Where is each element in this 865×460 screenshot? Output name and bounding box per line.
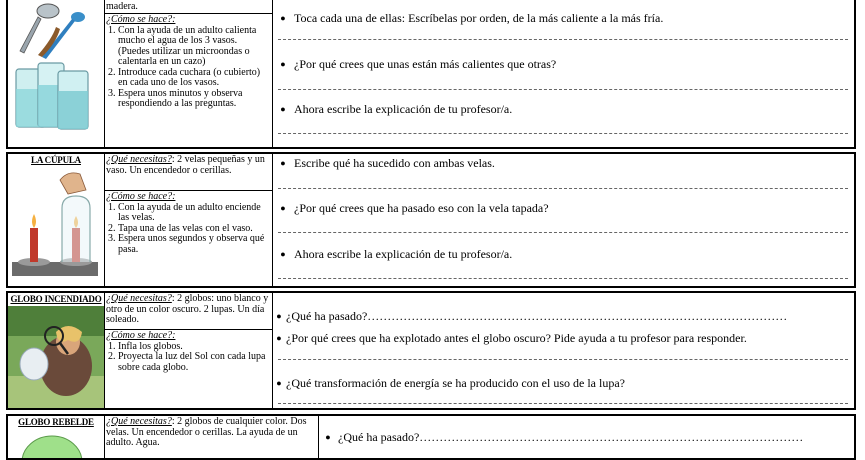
bullet-icon: ● <box>276 311 282 321</box>
experiment-title: LA CÚPULA <box>31 155 81 165</box>
worksheet <box>6 0 858 454</box>
question-3: ● ¿Qué transformación de energía se ha producido con el uso de la lupa? <box>272 376 854 390</box>
bullet-icon: ● <box>276 378 282 388</box>
bullet-icon: ● <box>280 158 286 168</box>
instructions-column <box>104 416 319 458</box>
need-heading: ¿Qué necesitas? <box>106 416 172 427</box>
answer-line[interactable] <box>278 232 848 233</box>
top-text: madera. <box>106 1 138 12</box>
experiment-globo-incendiado <box>6 291 856 410</box>
image-column <box>8 293 105 408</box>
instructions-column <box>104 0 273 147</box>
answer-line[interactable] <box>278 133 848 134</box>
questions-column <box>272 154 854 286</box>
question-2: ● ¿Por qué crees que ha explotado antes el globo oscuro? Pide ayuda a tu profesor para responder. <box>272 331 854 345</box>
question-2: ● ¿Por qué crees que unas están más calientes que otras? <box>272 57 854 71</box>
step-2: 2. Tapa una de las velas con el vaso. <box>118 224 270 235</box>
question-3: ● Ahora escribe la explicación de tu profesor/a. <box>272 102 854 116</box>
spoons-glasses-illustration <box>8 0 104 151</box>
balloon-magnifier-photo <box>8 306 104 408</box>
question-1: ● ¿Qué ha pasado?…………………………………………………………………………………………… <box>272 309 854 323</box>
step-3: 3. Espera unos segundos y observa qué pasa. <box>118 234 270 255</box>
need-section: ¿Qué necesitas?: 2 globos: uno blanco y otro de un color oscuro. 2 lupas. Un día soleado. <box>106 293 269 325</box>
instructions-column <box>104 293 273 408</box>
question-1: ● Escribe qué ha sucedido con ambas velas. <box>272 156 854 170</box>
questions-column <box>272 0 854 147</box>
step-3: 3. Espera unos minutos y observa respondiendo a las preguntas. <box>118 89 270 110</box>
how-heading: ¿Cómo se hace?: <box>106 330 176 341</box>
experiment-spoons <box>6 0 856 149</box>
step-1: 1. Con la ayuda de un adulto calienta mucho el agua de los 3 vasos. (Puedes utilizar un microondas o calentarla en un cazo) <box>118 26 270 68</box>
image-column <box>8 416 105 458</box>
experiment-title: GLOBO REBELDE <box>18 417 94 427</box>
experiment-title: GLOBO INCENDIADO <box>10 294 102 304</box>
bullet-icon: ● <box>280 104 286 114</box>
step-2: 2. Introduce cada cuchara (o cubierto) en cada uno de los vasos. <box>118 68 270 89</box>
answer-line[interactable] <box>278 359 848 360</box>
experiment-la-cupula <box>6 152 856 288</box>
questions-column <box>318 416 854 458</box>
how-section <box>106 331 270 373</box>
candles-illustration <box>8 166 104 288</box>
answer-line[interactable] <box>278 89 848 90</box>
how-heading: ¿Cómo se hace?: <box>106 14 176 25</box>
how-heading: ¿Cómo se hace?: <box>106 191 176 202</box>
image-column <box>8 154 105 286</box>
need-section: ¿Qué necesitas?: 2 globos de cualquier color. Dos velas. Un encendedor o cerillas. La ayuda de un adulto. Agua. <box>106 416 307 448</box>
need-heading: ¿Qué necesitas? <box>106 293 172 304</box>
answer-line[interactable] <box>278 188 848 189</box>
bullet-icon: ● <box>325 432 331 442</box>
how-section <box>106 192 270 255</box>
questions-column <box>272 293 854 408</box>
step-1: 1. Infla los globos. <box>118 342 270 353</box>
image-column <box>8 0 105 147</box>
experiment-globo-rebelde <box>6 414 856 460</box>
question-2: ● ¿Por qué crees que ha pasado eso con la vela tapada? <box>272 201 854 215</box>
bullet-icon: ● <box>276 333 282 343</box>
bullet-icon: ● <box>280 203 286 213</box>
need-section: ¿Qué necesitas?: 2 velas pequeñas y un vaso. Un encendedor o cerillas. <box>106 154 265 176</box>
bullet-icon: ● <box>280 13 286 23</box>
instructions-column <box>104 154 273 286</box>
question-1: ● ¿Qué ha pasado?…………………………………………………………………………………… <box>318 430 854 444</box>
answer-line[interactable] <box>278 403 848 404</box>
bullet-icon: ● <box>280 59 286 69</box>
bullet-icon: ● <box>280 249 286 259</box>
answer-line[interactable] <box>278 278 848 279</box>
need-heading: ¿Qué necesitas? <box>106 154 172 165</box>
question-1: ● Toca cada una de ellas: Escríbelas por orden, de la más caliente a la más fría. <box>272 11 854 25</box>
step-2: 2. Proyecta la luz del Sol con cada lupa sobre cada globo. <box>118 352 270 373</box>
step-1: 1. Con la ayuda de un adulto enciende las velas. <box>118 203 270 224</box>
answer-line[interactable] <box>278 39 848 40</box>
how-section <box>106 15 270 110</box>
question-3: ● Ahora escribe la explicación de tu profesor/a. <box>272 247 854 261</box>
